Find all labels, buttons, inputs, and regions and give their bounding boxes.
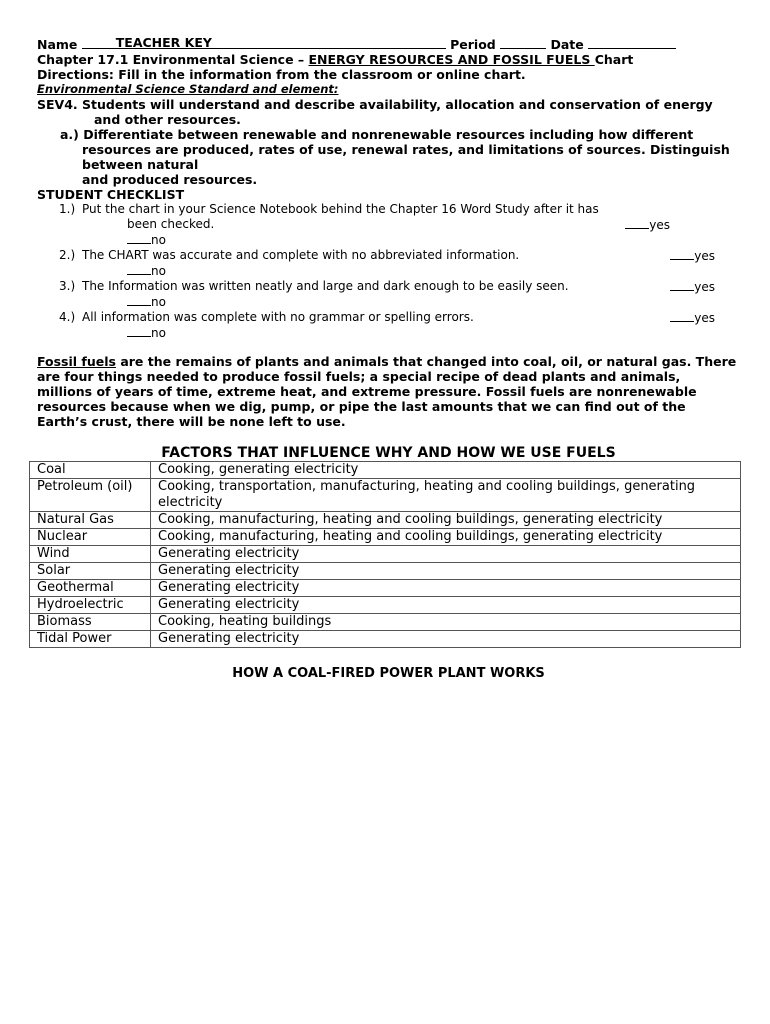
fossil-fuels-paragraph [37, 354, 737, 429]
item-number: 4.) [59, 310, 76, 324]
table-row [30, 529, 741, 546]
yes-option[interactable]: yes [625, 217, 670, 233]
fuel-use-cell: Generating electricity [151, 597, 741, 614]
table-row [30, 597, 741, 614]
no-option[interactable]: no [37, 264, 166, 278]
fuel-use-cell: Cooking, manufacturing, heating and cooling buildings, generating electricity [151, 529, 741, 546]
table-row [30, 563, 741, 580]
table-row [30, 614, 741, 631]
fuel-name-cell: Coal [30, 462, 151, 479]
table-title: FACTORS THAT INFLUENCE WHY AND HOW WE USE FUELS [161, 445, 616, 461]
no-option[interactable]: no [37, 233, 166, 247]
no-line [37, 325, 740, 341]
fuel-name-cell: Hydroelectric [30, 597, 151, 614]
no-line [37, 294, 740, 310]
table-row [30, 580, 741, 597]
checklist-title: STUDENT CHECKLIST [37, 187, 185, 202]
fuel-use-cell: Generating electricity [151, 546, 741, 563]
chapter-suffix: Chart [594, 52, 634, 67]
fuel-use-cell: Cooking, generating electricity [151, 462, 741, 479]
element-a-end: and produced resources. [82, 172, 258, 187]
table-row [30, 512, 741, 529]
period-label: Period [450, 37, 496, 52]
yes-option[interactable]: yes [670, 310, 715, 326]
fuel-name-cell: Petroleum (oil) [30, 479, 151, 512]
no-line [37, 263, 740, 279]
chapter-topic: ENERGY RESOURCES AND FOSSIL FUELS [308, 52, 595, 67]
fuel-name-cell: Biomass [30, 614, 151, 631]
checklist-item [37, 248, 740, 263]
yes-option[interactable]: yes [670, 248, 715, 264]
fuel-name-cell: Natural Gas [30, 512, 151, 529]
checklist-item [37, 310, 740, 325]
name-field[interactable] [116, 37, 446, 49]
fuel-name-cell: Wind [30, 546, 151, 563]
fuel-use-cell: Generating electricity [151, 631, 741, 648]
sev4-line2: and other resources. [94, 112, 241, 127]
table-row [30, 546, 741, 563]
header-name-line [37, 37, 740, 52]
fossil-term: Fossil fuels [37, 354, 116, 369]
fuel-name-cell: Solar [30, 563, 151, 580]
name-value: TEACHER KEY [115, 35, 212, 50]
item-number: 3.) [59, 279, 76, 293]
date-label: Date [550, 37, 584, 52]
chapter-line [37, 52, 740, 67]
fuel-name-cell: Geothermal [30, 580, 151, 597]
standard-label: Environmental Science Standard and element: [37, 82, 339, 96]
fossil-text: are the remains of plants and animals that changed into coal, oil, or natural gas. There are four things needed to produce fossil fuels; a special recipe of dead plants and animals, millions of years of time, extreme heat, and extreme pressure. Fossil fuels are nonrenewable resources because when we dig, pump, or pipe the last amounts that we can find out of the Earth’s crust, there will be none left to use. [37, 354, 737, 429]
yes-option[interactable]: yes [670, 279, 715, 295]
item-text: Put the chart in your Science Notebook behind the Chapter 16 Word Study after it has [82, 202, 599, 216]
name-blank-lead [82, 37, 116, 49]
directions: Directions: Fill in the information from the classroom or online chart. [37, 67, 526, 82]
fuel-name-cell: Tidal Power [30, 631, 151, 648]
fuel-use-cell: Cooking, manufacturing, heating and cooling buildings, generating electricity [151, 512, 741, 529]
checklist-item [37, 279, 740, 294]
no-option[interactable]: no [37, 295, 166, 309]
fuel-uses-table [29, 461, 741, 648]
no-line [37, 232, 740, 248]
item-text: All information was complete with no grammar or spelling errors. [82, 310, 474, 324]
date-field[interactable] [588, 37, 676, 49]
checklist-item [37, 202, 740, 217]
item-number: 1.) [59, 202, 76, 216]
item-text-cont: been checked. [127, 217, 215, 231]
item-text: The CHART was accurate and complete with no abbreviated information. [82, 248, 520, 262]
item-text: The Information was written neatly and large and dark enough to be easily seen. [82, 279, 569, 293]
chapter-prefix: Chapter 17.1 Environmental Science – [37, 52, 309, 67]
table-row [30, 462, 741, 479]
fuel-name-cell: Nuclear [30, 529, 151, 546]
fuel-use-cell: Generating electricity [151, 580, 741, 597]
worksheet-page [37, 37, 740, 681]
element-a-text: a.) Differentiate between renewable and nonrenewable resources including how different resources are produced, rates of use, renewal rates, and limitations of sources. Distinguish between natural [60, 127, 730, 172]
fuel-use-cell: Cooking, heating buildings [151, 614, 741, 631]
element-a [37, 127, 732, 172]
checklist-item-cont [37, 217, 740, 232]
no-option[interactable]: no [37, 326, 166, 340]
name-label: Name [37, 37, 78, 52]
fuel-use-cell: Generating electricity [151, 563, 741, 580]
fuel-use-cell: Cooking, transportation, manufacturing, heating and cooling buildings, generating electricity [151, 479, 741, 512]
table-row [30, 479, 741, 512]
power-plant-title: HOW A COAL-FIRED POWER PLANT WORKS [232, 666, 545, 681]
item-number: 2.) [59, 248, 76, 262]
table-row [30, 631, 741, 648]
sev4-line1: SEV4. Students will understand and describe availability, allocation and conservation of energy [37, 97, 713, 112]
period-field[interactable] [500, 37, 546, 49]
